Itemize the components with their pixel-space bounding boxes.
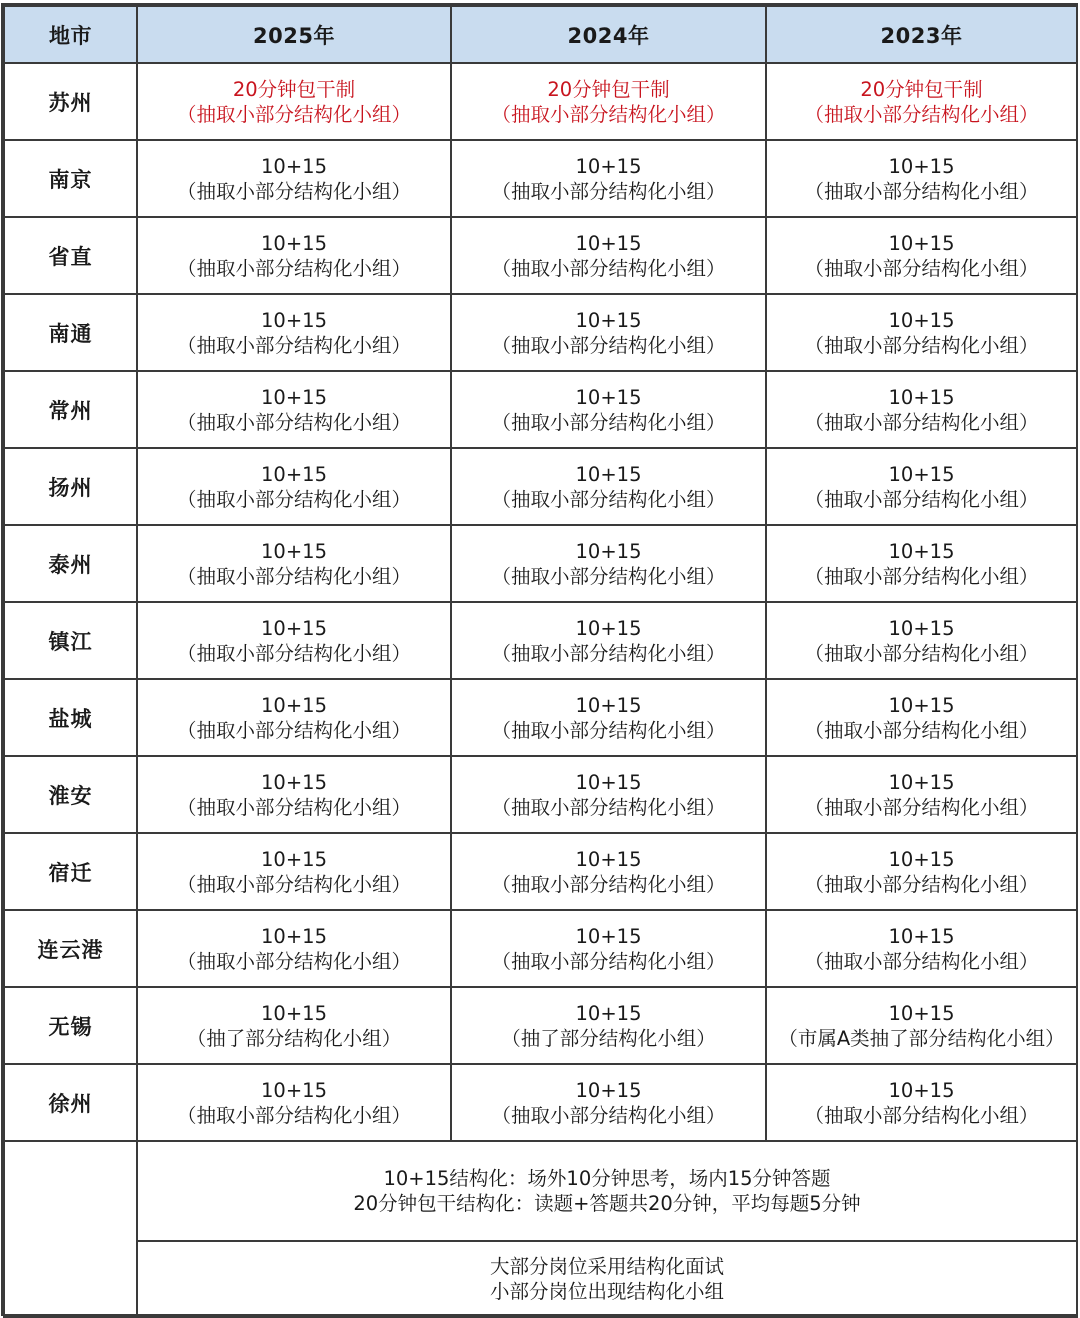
- format-detail: （抽取小部分结构化小组）: [804, 641, 1039, 665]
- format-cell-2025: [137, 217, 451, 294]
- format-type: 10+15: [575, 770, 642, 794]
- format-cell-2024: [451, 833, 766, 910]
- format-type: 10+15: [575, 231, 642, 255]
- format-type: 20分钟包干制: [547, 77, 670, 101]
- header-city: 地市: [4, 6, 137, 63]
- table-row: [4, 140, 1077, 217]
- format-type: 10+15: [888, 770, 955, 794]
- format-cell-2025: [137, 602, 451, 679]
- format-type: 20分钟包干制: [860, 77, 983, 101]
- format-cell-2023: [766, 63, 1077, 140]
- format-cell-2024: [451, 1064, 766, 1141]
- city-cell: 徐州: [4, 1064, 137, 1141]
- format-detail: （抽取小部分结构化小组）: [491, 102, 726, 126]
- format-detail: （抽取小部分结构化小组）: [491, 718, 726, 742]
- format-type: 10+15: [888, 385, 955, 409]
- format-cell-2025: [137, 294, 451, 371]
- city-cell: 连云港: [4, 910, 137, 987]
- format-type: 10+15: [261, 1078, 327, 1102]
- format-detail: （抽取小部分结构化小组）: [804, 795, 1039, 819]
- format-type: 10+15: [575, 539, 642, 563]
- format-detail: （抽取小部分结构化小组）: [491, 641, 726, 665]
- table-row: [4, 833, 1077, 910]
- format-cell-2024: [451, 140, 766, 217]
- format-type: 10+15: [888, 154, 955, 178]
- format-detail: （抽了部分结构化小组）: [186, 1026, 402, 1050]
- format-cell-2025: [137, 833, 451, 910]
- format-detail: （抽取小部分结构化小组）: [176, 487, 411, 511]
- format-cell-2023: [766, 294, 1077, 371]
- format-detail: （抽取小部分结构化小组）: [491, 795, 726, 819]
- interview-format-table: [3, 5, 1078, 1318]
- table-row: [4, 910, 1077, 987]
- format-type: 10+15: [261, 1001, 327, 1025]
- format-type: 10+15: [261, 385, 327, 409]
- table-row: [4, 1064, 1077, 1141]
- format-type: 10+15: [261, 693, 327, 717]
- format-cell-2025: [137, 987, 451, 1064]
- table-row: [4, 217, 1077, 294]
- format-note: [137, 1141, 1077, 1241]
- format-detail: （抽了部分结构化小组）: [501, 1026, 716, 1050]
- format-cell-2023: [766, 1064, 1077, 1141]
- format-type: 10+15: [261, 616, 327, 640]
- city-cell: 淮安: [4, 756, 137, 833]
- format-type: 10+15: [888, 231, 955, 255]
- format-type: 10+15: [261, 924, 327, 948]
- format-type: 10+15: [261, 847, 327, 871]
- format-cell-2024: [451, 987, 766, 1064]
- format-cell-2023: [766, 448, 1077, 525]
- header-year-2024: 2024年: [451, 6, 766, 63]
- format-type: 10+15: [261, 231, 327, 255]
- format-cell-2023: [766, 987, 1077, 1064]
- format-type: 10+15: [888, 847, 955, 871]
- format-cell-2023: [766, 756, 1077, 833]
- format-detail: （抽取小部分结构化小组）: [491, 179, 726, 203]
- format-detail: （抽取小部分结构化小组）: [176, 1103, 411, 1127]
- format-type: 10+15: [575, 693, 642, 717]
- format-detail: （抽取小部分结构化小组）: [804, 410, 1039, 434]
- format-detail: （抽取小部分结构化小组）: [176, 102, 411, 126]
- notes-label-cell: [4, 1141, 137, 1317]
- table-row: [4, 756, 1077, 833]
- format-type: 10+15: [888, 462, 955, 486]
- format-cell-2024: [451, 756, 766, 833]
- format-cell-2024: [451, 448, 766, 525]
- format-cell-2024: [451, 602, 766, 679]
- format-type: 10+15: [575, 616, 642, 640]
- format-type: 10+15: [888, 924, 955, 948]
- city-cell: 南通: [4, 294, 137, 371]
- format-detail: （抽取小部分结构化小组）: [176, 949, 411, 973]
- format-cell-2024: [451, 525, 766, 602]
- format-cell-2025: [137, 910, 451, 987]
- format-cell-2024: [451, 63, 766, 140]
- table-row: [4, 63, 1077, 140]
- format-type: 10+15: [888, 1078, 955, 1102]
- format-type: 10+15: [888, 1001, 955, 1025]
- table-row: [4, 448, 1077, 525]
- format-detail: （抽取小部分结构化小组）: [491, 564, 726, 588]
- format-cell-2024: [451, 371, 766, 448]
- format-cell-2025: [137, 140, 451, 217]
- header-year-2023: 2023年: [766, 6, 1077, 63]
- format-detail: （抽取小部分结构化小组）: [491, 949, 726, 973]
- table-row: [4, 371, 1077, 448]
- notes-section: [4, 1141, 1077, 1317]
- format-note-line-2: 20分钟包干结构化：读题+答题共20分钟，平均每题5分钟: [353, 1192, 861, 1215]
- format-cell-2023: [766, 140, 1077, 217]
- format-type: 10+15: [261, 539, 327, 563]
- format-type: 10+15: [888, 616, 955, 640]
- table-row: [4, 525, 1077, 602]
- format-cell-2024: [451, 294, 766, 371]
- table-row: [4, 294, 1077, 371]
- format-detail: （抽取小部分结构化小组）: [176, 718, 411, 742]
- format-detail: （抽取小部分结构化小组）: [804, 1103, 1039, 1127]
- format-cell-2023: [766, 679, 1077, 756]
- format-detail: （抽取小部分结构化小组）: [176, 410, 411, 434]
- format-detail: （抽取小部分结构化小组）: [804, 872, 1039, 896]
- city-cell: 盐城: [4, 679, 137, 756]
- format-cell-2023: [766, 371, 1077, 448]
- format-detail: （抽取小部分结构化小组）: [176, 256, 411, 280]
- format-cell-2025: [137, 756, 451, 833]
- format-detail: （抽取小部分结构化小组）: [491, 333, 726, 357]
- format-type: 10+15: [575, 154, 642, 178]
- format-detail: （抽取小部分结构化小组）: [804, 333, 1039, 357]
- city-cell: 无锡: [4, 987, 137, 1064]
- city-cell: 南京: [4, 140, 137, 217]
- format-type: 10+15: [261, 462, 327, 486]
- format-type: 10+15: [575, 385, 642, 409]
- format-detail: （抽取小部分结构化小组）: [804, 949, 1039, 973]
- format-detail: （抽取小部分结构化小组）: [491, 872, 726, 896]
- format-cell-2023: [766, 910, 1077, 987]
- header-row: [4, 6, 1077, 63]
- format-cell-2023: [766, 833, 1077, 910]
- summary-note: [137, 1241, 1077, 1317]
- summary-note-line-2: 小部分岗位出现结构化小组: [489, 1280, 724, 1303]
- header-year-2025: 2025年: [137, 6, 451, 63]
- format-detail: （抽取小部分结构化小组）: [176, 795, 411, 819]
- format-cell-2024: [451, 910, 766, 987]
- format-detail: （抽取小部分结构化小组）: [804, 718, 1039, 742]
- format-detail: （抽取小部分结构化小组）: [176, 564, 411, 588]
- table-body: [4, 63, 1077, 1141]
- format-cell-2023: [766, 217, 1077, 294]
- format-detail: （抽取小部分结构化小组）: [804, 179, 1039, 203]
- format-cell-2025: [137, 1064, 451, 1141]
- format-detail: （抽取小部分结构化小组）: [176, 179, 411, 203]
- table-row: [4, 679, 1077, 756]
- format-cell-2025: [137, 525, 451, 602]
- format-type: 10+15: [888, 308, 955, 332]
- summary-note-line-1: 大部分岗位采用结构化面试: [489, 1255, 724, 1278]
- table-row: [4, 602, 1077, 679]
- city-cell: 镇江: [4, 602, 137, 679]
- format-detail: （抽取小部分结构化小组）: [491, 410, 726, 434]
- format-detail: （抽取小部分结构化小组）: [804, 564, 1039, 588]
- format-type: 10+15: [575, 1078, 642, 1102]
- format-cell-2023: [766, 525, 1077, 602]
- format-cell-2025: [137, 679, 451, 756]
- format-detail: （抽取小部分结构化小组）: [176, 333, 411, 357]
- format-cell-2025: [137, 371, 451, 448]
- format-detail: （市属A类抽了部分结构化小组）: [778, 1026, 1065, 1050]
- format-cell-2024: [451, 679, 766, 756]
- format-type: 10+15: [888, 693, 955, 717]
- format-cell-2023: [766, 602, 1077, 679]
- format-note-line-1: 10+15结构化：场外10分钟思考，场内15分钟答题: [383, 1167, 831, 1190]
- interview-format-table-container: [1, 3, 1078, 1316]
- format-cell-2024: [451, 217, 766, 294]
- format-detail: （抽取小部分结构化小组）: [176, 872, 411, 896]
- format-detail: （抽取小部分结构化小组）: [804, 487, 1039, 511]
- notes-row-format: [4, 1141, 1077, 1241]
- format-detail: （抽取小部分结构化小组）: [176, 641, 411, 665]
- format-type: 10+15: [575, 308, 642, 332]
- city-cell: 苏州: [4, 63, 137, 140]
- format-detail: （抽取小部分结构化小组）: [804, 102, 1039, 126]
- city-cell: 宿迁: [4, 833, 137, 910]
- city-cell: 扬州: [4, 448, 137, 525]
- format-detail: （抽取小部分结构化小组）: [491, 256, 726, 280]
- format-type: 10+15: [575, 1001, 642, 1025]
- city-cell: 泰州: [4, 525, 137, 602]
- format-detail: （抽取小部分结构化小组）: [491, 487, 726, 511]
- format-type: 10+15: [261, 770, 327, 794]
- format-detail: （抽取小部分结构化小组）: [491, 1103, 726, 1127]
- format-type: 10+15: [575, 847, 642, 871]
- city-cell: 常州: [4, 371, 137, 448]
- format-type: 10+15: [261, 154, 327, 178]
- format-type: 10+15: [888, 539, 955, 563]
- format-type: 10+15: [575, 462, 642, 486]
- format-cell-2025: [137, 448, 451, 525]
- format-type: 20分钟包干制: [232, 77, 356, 101]
- table-row: [4, 987, 1077, 1064]
- format-cell-2025: [137, 63, 451, 140]
- format-type: 10+15: [575, 924, 642, 948]
- city-cell: 省直: [4, 217, 137, 294]
- notes-row-summary: [4, 1241, 1077, 1317]
- format-detail: （抽取小部分结构化小组）: [804, 256, 1039, 280]
- format-type: 10+15: [261, 308, 327, 332]
